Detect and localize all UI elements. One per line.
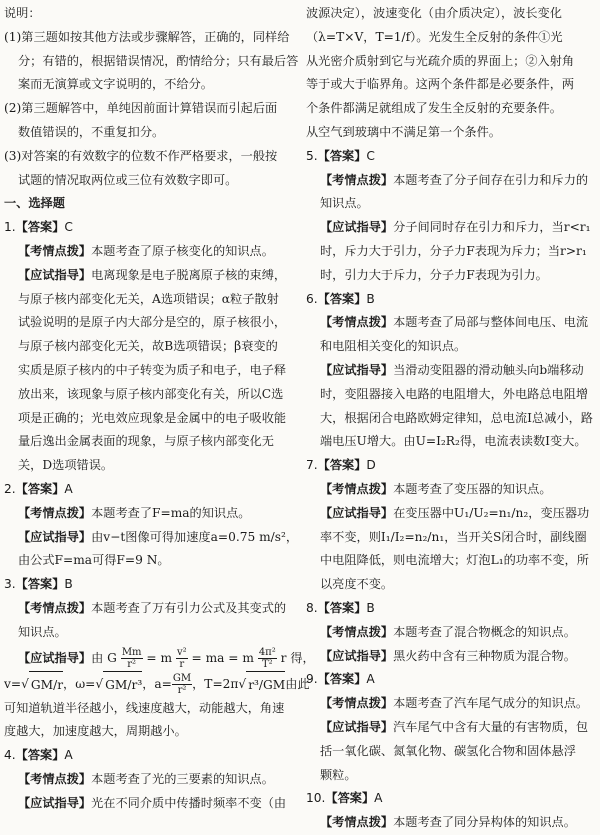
- right-column: [306, 2, 598, 835]
- fraction: [172, 673, 192, 696]
- zhidao-line: 大，根据闭合电路欧姆定律知，总电流I总减小，路: [320, 410, 593, 425]
- kaoqing-text: 本题考查了汽车尾气成分的知识点。: [393, 696, 589, 711]
- question-7: [306, 454, 598, 597]
- zhidao-line: 实质是原子核内的中子转变为质子和电子，电子释: [18, 362, 287, 377]
- zhidao-tag: 【应试指导】: [320, 719, 394, 734]
- answer-tag: 【答案】: [317, 672, 367, 687]
- orbit-formulas: v=√ GM/r，ω=√ GM/r³，a= $\frac{GM}{\text{r²}}$ ，T=2π√ r³/GM由此: [4, 672, 310, 696]
- kaoqing-tag: 【考情点拨】: [320, 315, 394, 330]
- left-column: [4, 2, 315, 816]
- zhidao-tag: 【应试指导】: [18, 267, 92, 282]
- zhidao-line: 率不变，则I₁/I₂=n₂/n₁，当开关S闭合时，副线圈: [320, 529, 587, 544]
- zhidao-text: 电离现象是电子脱离原子核的束缚，: [91, 267, 287, 282]
- zhidao-line: （λ=T×V，T=1/f）。光发生全反射的条件①光: [306, 29, 563, 44]
- kaoqing-tag: 【考情点拨】: [18, 771, 92, 786]
- zhidao-line: 关，D选项错误。: [18, 458, 114, 473]
- note-line: 试题的情况取两位或三位有效数字即可。: [18, 172, 238, 187]
- zhidao-text: 由v−t图像可得加速度a=0.75 m/s²，: [91, 529, 299, 544]
- numerator: v²: [176, 646, 187, 658]
- zhidao-tag: 【应试指导】: [18, 529, 92, 544]
- zhidao-line: 与原子核内部变化无关，A选项错误；α粒子散射: [18, 291, 279, 306]
- fraction: [258, 647, 277, 670]
- note-line: 数值错误的，不重复扣分。: [18, 124, 165, 139]
- numerator: GM: [172, 672, 192, 684]
- question-number: 9.: [306, 672, 318, 687]
- zhidao-line: 量后逸出金属表面的现象，与原子核内部变化无: [18, 434, 274, 449]
- zhidao-tag: 【应试指导】: [320, 362, 394, 377]
- question-number: 10.: [306, 791, 326, 806]
- zhidao-tag: 【应试指导】: [18, 650, 92, 665]
- zhidao-line: 时，变阻器接入电路的电阻增大，外电路总电阻增: [320, 386, 589, 401]
- zhidao-line: 从空气到玻璃中不满足第一个条件。: [306, 124, 501, 139]
- denominator: T²: [261, 658, 273, 670]
- kaoqing-text: 本题考查了原子核变化的知识点。: [91, 243, 274, 258]
- zhidao-line: 括一氧化碳、氮氧化物、碳氢化合物和固体悬浮: [320, 743, 576, 758]
- answer-value: A: [374, 791, 383, 806]
- formula-text: 由 G: [91, 650, 117, 665]
- kaoqing-text: 本题考查了混合物概念的知识点。: [393, 624, 576, 639]
- kaoqing-tag: 【考情点拨】: [320, 172, 394, 187]
- kaoqing-tag: 【考情点拨】: [320, 696, 394, 711]
- formula-text: = m: [146, 650, 173, 665]
- answer-tag: 【答案】: [317, 148, 367, 163]
- section-heading: 一、选择题: [4, 196, 65, 211]
- note-line: (1)第三题如按其他方法或步骤解答，正确的，同样给: [4, 29, 290, 44]
- zhidao-line: 时，引力大于斥力，分子力F表现为引力。: [320, 267, 548, 282]
- question-5: [306, 145, 598, 288]
- zhidao-line: 从光密介质射到它与光疏介质的界面上；②入射角: [306, 53, 575, 68]
- kaoqing-line: 知识点。: [18, 624, 67, 639]
- grading-notes: [4, 26, 299, 193]
- zhidao-tag: 【应试指导】: [320, 648, 394, 663]
- kaoqing-tag: 【考情点拨】: [18, 505, 92, 520]
- zhidao-text: 在变压器中U₁/U₂=n₁/n₂，变压器功: [393, 505, 590, 520]
- zhidao-line: 可知道轨道半径越小，线速度越大，动能越大，角速: [4, 700, 285, 715]
- zhidao-tag: 【应试指导】: [320, 220, 394, 235]
- numerator: 4π²: [258, 646, 276, 658]
- formula-text: v=: [4, 676, 22, 691]
- kaoqing-tag: 【考情点拨】: [320, 481, 394, 496]
- answer-value: C: [64, 220, 73, 235]
- zhidao-line: 个条件都满足就组成了发生全反射的充要条件。: [306, 101, 562, 116]
- note-line: 案而无演算或文字说明的，不给分。: [18, 77, 213, 92]
- answer-value: D: [366, 458, 376, 473]
- question-10: [306, 787, 598, 835]
- radicand: r³/GM: [246, 671, 285, 698]
- answer-tag: 【答案】: [317, 458, 367, 473]
- question-1: [4, 216, 296, 478]
- zhidao-line: 项是正确的；光电效应现象是金属中的电子吸收能: [18, 410, 287, 425]
- question-4: [4, 744, 296, 815]
- zhidao-line: 波源决定），波速变化（由介质决定），波长变化: [306, 6, 562, 20]
- kaoqing-tag: 【考情点拨】: [18, 600, 92, 615]
- question-number: 8.: [306, 600, 318, 615]
- kaoqing-text: 本题考查了变压器的知识点。: [393, 481, 552, 496]
- formula-text: ，a=: [142, 676, 172, 691]
- fraction: [176, 647, 188, 670]
- zhidao-line: 时，斥力大于引力，分子力F表现为斥力；当r>r₁: [320, 243, 587, 258]
- numerator: Mm: [121, 646, 142, 658]
- question-number: 7.: [306, 458, 318, 473]
- question-number: 3.: [4, 577, 16, 592]
- kaoqing-tag: 【考情点拨】: [18, 243, 92, 258]
- note-line: (3)对答案的有效数字的位数不作严格要求，一般按: [4, 148, 278, 163]
- kaoqing-text: 本题考查了同分异构体的知识点。: [393, 815, 576, 830]
- zhidao-line: 等于或大于临界角。这两个条件都是必要条件，两: [306, 77, 575, 92]
- fraction: [121, 647, 143, 670]
- question-2: [4, 478, 299, 573]
- formula-text: ，T=2π: [192, 676, 239, 691]
- question-9: [306, 668, 598, 787]
- question-number: 1.: [4, 220, 16, 235]
- zhidao-line: 中电阻降低，则电流增大；灯泡L₁的功率不变，所: [320, 553, 589, 568]
- kaoqing-tag: 【考情点拨】: [320, 815, 394, 830]
- zhidao-line: 端电压U增大。由U=I₂R₂得，电流表读数I变大。: [320, 434, 587, 449]
- zhidao-text: 当滑动变阻器的滑动触头向b端移动: [393, 362, 584, 377]
- answer-tag: 【答案】: [325, 791, 375, 806]
- answer-value: A: [64, 748, 73, 763]
- formula-text: ，ω=: [63, 676, 96, 691]
- zhidao-text: 光在不同介质中传播时频率不变（由: [91, 795, 287, 810]
- zhidao-tag: 【应试指导】: [320, 505, 394, 520]
- question-3: [4, 573, 315, 744]
- question-number: 5.: [306, 148, 318, 163]
- kaoqing-tag: 【考情点拨】: [320, 624, 394, 639]
- zhidao-line: 与原子核内部变化无关，故B选项错误；β衰变的: [18, 339, 278, 354]
- answer-value: B: [64, 577, 73, 592]
- answer-tag: 【答案】: [317, 291, 367, 306]
- gravitation-formula: [4, 645, 315, 671]
- formula-text: = ma = m: [191, 650, 254, 665]
- kaoqing-text: 本题考查了局部与整体间电压、电流: [393, 315, 589, 330]
- question-number: 2.: [4, 481, 16, 496]
- question-8: [306, 597, 598, 668]
- answer-value: B: [366, 291, 375, 306]
- zhidao-line: 度越大，加速度越大，周期越小。: [4, 724, 187, 739]
- denominator: r²: [127, 658, 137, 670]
- answer-tag: 【答案】: [15, 577, 65, 592]
- answer-value: A: [64, 481, 73, 496]
- answer-tag: 【答案】: [317, 600, 367, 615]
- answer-tag: 【答案】: [15, 220, 65, 235]
- answer-value: B: [366, 600, 375, 615]
- denominator: r²: [177, 684, 187, 696]
- answer-value: C: [366, 148, 375, 163]
- question-number: 6.: [306, 291, 318, 306]
- zhidao-tag: 【应试指导】: [18, 795, 92, 810]
- zhidao-line: 以亮度不变。: [320, 577, 394, 592]
- answer-value: A: [366, 672, 375, 687]
- note-line: (2)第三题解答中，单纯因前面计算错误而引起后面: [4, 101, 278, 116]
- radicand: GM/r³: [103, 671, 142, 698]
- question-4-continued: [306, 2, 598, 145]
- zhidao-text: 汽车尾气中含有大量的有害物质，包: [393, 719, 589, 734]
- question-number: 4.: [4, 748, 16, 763]
- radicand: GM/r: [29, 671, 63, 698]
- zhidao-line: 放出来，该现象与原子核内部变化有关，所以C选: [18, 386, 284, 401]
- kaoqing-text: 本题考查了万有引力公式及其变式的: [91, 600, 287, 615]
- kaoqing-line: 和电阻相关变化的知识点。: [320, 339, 467, 354]
- formula-text: 由此: [285, 676, 310, 691]
- kaoqing-text: 本题考查了光的三要素的知识点。: [91, 771, 274, 786]
- notes-title: 说明：: [4, 6, 41, 20]
- formula-text: r 得，: [280, 650, 315, 665]
- zhidao-line: 由公式F=ma可得F=9 N。: [18, 553, 170, 568]
- zhidao-line: 颗粒。: [320, 767, 357, 782]
- answer-tag: 【答案】: [15, 481, 65, 496]
- zhidao-line: 试验说明的是原子内大部分是空的，原子核很小，: [18, 315, 287, 330]
- question-6: [306, 288, 598, 455]
- kaoqing-text: 本题考查了F=ma的知识点。: [91, 505, 251, 520]
- zhidao-text: 分子间同时存在引力和斥力，当r<r₁: [393, 220, 591, 235]
- kaoqing-text: 本题考查了分子间存在引力和斥力的: [393, 172, 589, 187]
- answer-tag: 【答案】: [15, 748, 65, 763]
- denominator: r: [179, 658, 185, 670]
- note-line: 分；有错的，根据错误情况，酌情给分；只有最后答: [18, 53, 299, 68]
- zhidao-text: 黑火药中含有三种物质为混合物。: [393, 648, 576, 663]
- kaoqing-line: 知识点。: [320, 196, 369, 211]
